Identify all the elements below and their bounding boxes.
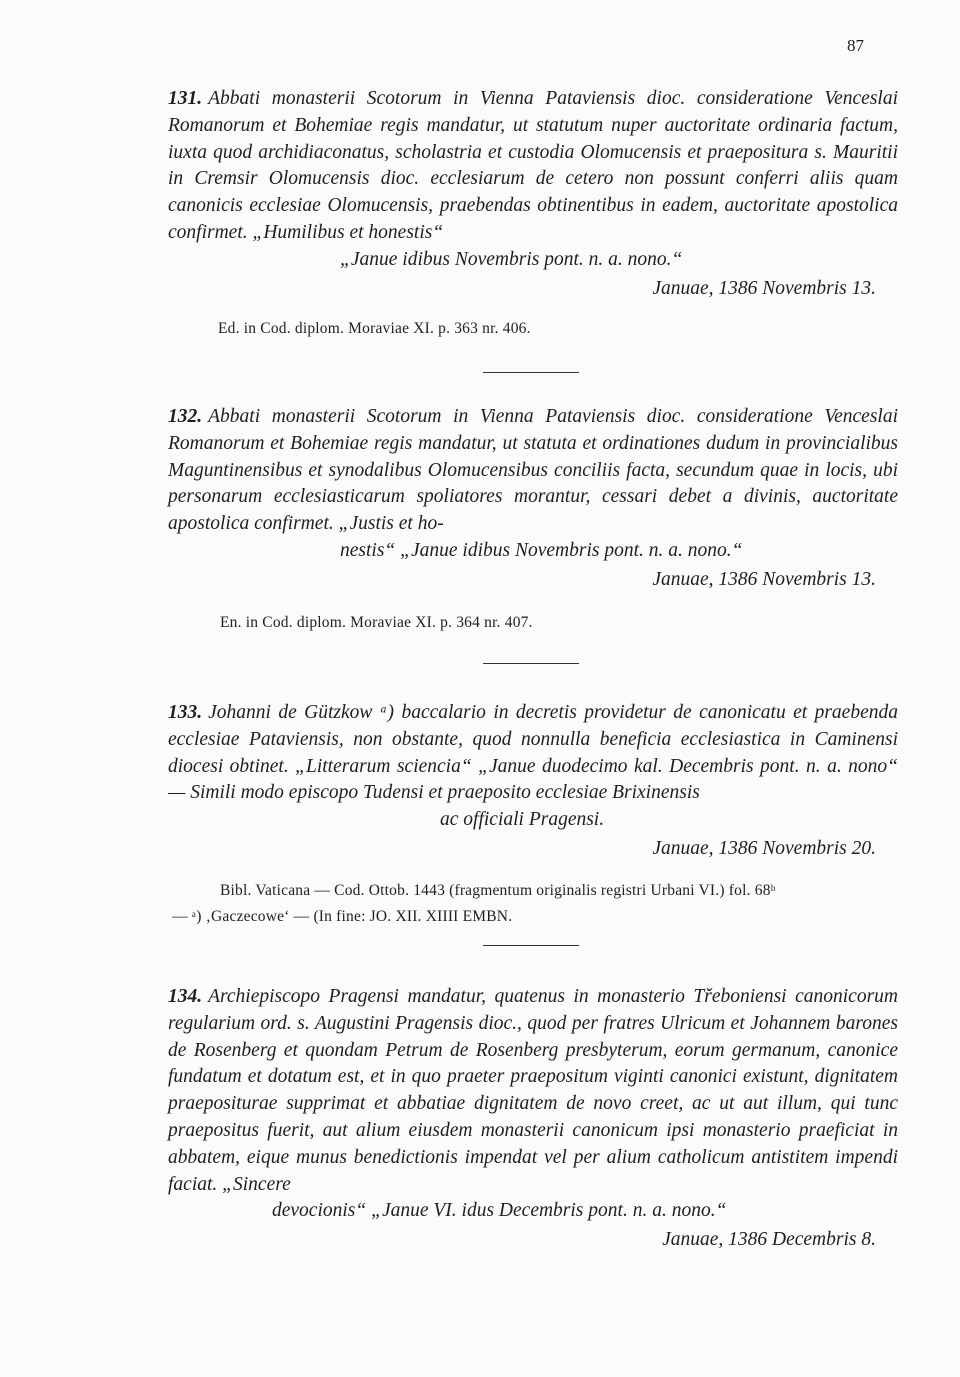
entry-body: Johanni de Gützkow ᵃ) baccalario in decretis providetur de canonicatu et praebenda ecclesiae Pataviensis, non obstante, quod nonnulla beneficia ecclesiastica in Caminensi diocesi obtinet. „Litterarum sciencia“ „Janue duodecimo kal. Decembris pont. n. a. nono“ — Simili modo episcopo Tudensi et praeposito ecclesiae Brixinensis — [168, 702, 898, 804]
divider — [483, 663, 579, 664]
entry-132 — [168, 404, 898, 591]
entry-text — [168, 404, 898, 565]
entry-text — [168, 984, 898, 1225]
entry-body: Abbati monasterii Scotorum in Vienna Pataviensis dioc. consideratione Venceslai Romanorum et Bohemiae regis mandatur, ut statuta et ordinationes dudum in provincialibus Maguntinensibus et synodalibus Olomucensibus conciliis facta, secundum quae in locis, ubi personarum ecclesiasticarum spoliatores morantur, cessari debet a divinis, auctoritate apostolica confirmet. „Justis et ho- — [168, 406, 898, 535]
entry-date: Januae, 1386 Decembris 8. — [662, 1229, 876, 1251]
entry-number: 134. — [168, 986, 203, 1007]
source-note — [172, 878, 900, 930]
entry-number: 133. — [168, 702, 203, 723]
source-line: En. in Cod. diplom. Moraviae XI. p. 364 nr. 407. — [220, 614, 533, 631]
entry-body: Archiepiscopo Pragensi mandatur, quatenus in monasterio Třeboniensi canonicorum regularium ord. s. Augustini Pragensis dioc., quod per fratres Ulricum et Johannem barones de Rosenberg et quondam Petrum de Rosenberg presbyterum, eorum germanum, canonice fundatum et dotatum est, et in quo praeter praepositum viginti canonici existunt, dignitatem praepositurae supprimat et abbatiae dignitatem de novo creet, ac ut aut illum, qui tunc praepositus fuerit, aut alium eiusdem monasterii canonicum ipsi monasterio praeficiat in abbatem, eique munus benedictionis impendat vel per alium catholicum antistitem impendi faciat. „Sincere — [168, 986, 898, 1195]
entry-continuation: ac officiali Pragensi. — [440, 809, 605, 831]
source-line: Ed. in Cod. diplom. Moraviae XI. p. 363 nr. 406. — [218, 320, 531, 337]
divider — [483, 372, 579, 373]
entry-text — [168, 86, 898, 274]
entry-133 — [168, 700, 898, 860]
page-number: 87 — [847, 36, 864, 55]
source-note — [220, 610, 533, 636]
source-line: — ᵃ) ‚Gaczecowe‘ — (In fine: JO. XII. XIIII EMBN. — [172, 908, 513, 925]
entry-date: Januae, 1386 Novembris 13. — [652, 277, 876, 299]
entry-131 — [168, 86, 898, 300]
entry-134 — [168, 984, 898, 1251]
entry-continuation: devocionis“ „Janue VI. idus Decembris pont. n. a. nono.“ — [272, 1200, 727, 1222]
entry-continuation: nestis“ „Janue idibus Novembris pont. n. a. nono.“ — [340, 539, 743, 561]
entry-date: Januae, 1386 Novembris 20. — [652, 837, 876, 859]
entry-number: 132. — [168, 406, 203, 427]
entry-continuation: „Janue idibus Novembris pont. n. a. nono.“ — [340, 248, 683, 270]
source-line: Bibl. Vaticana — Cod. Ottob. 1443 (fragmentum originalis registri Urbani VI.) fol. 68ᵇ — [220, 882, 776, 899]
entry-body: Abbati monasterii Scotorum in Vienna Pataviensis dioc. consideratione Venceslai Romanorum et Bohemiae regis mandatur, ut statutum nuper auctoritate ordinaria factum, iuxta quod archidiaconatus, scholastria et custodia Olomucensis et praepositura s. Mauritii in Cremsir Olomucensis dioc. ecclesiarum de cetero non possunt conferri aliis quam canonicis ecclesiae Olomucensis, praebendas obtinentibus in eadem, auctoritate apostolica confirmet. „Humilibus et honestis“ — [168, 88, 898, 243]
entry-number: 131. — [168, 88, 203, 109]
entry-text — [168, 700, 898, 834]
divider — [483, 945, 579, 946]
entry-date: Januae, 1386 Novembris 13. — [652, 568, 876, 590]
source-note — [218, 316, 531, 342]
